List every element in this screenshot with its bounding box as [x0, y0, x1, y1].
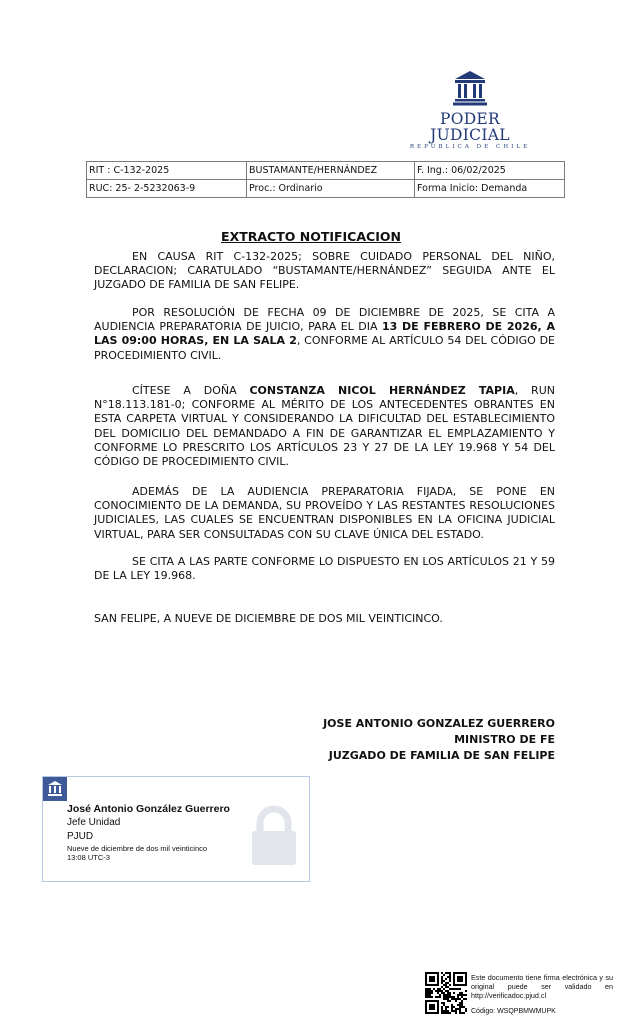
signature-badge: [43, 777, 67, 801]
esign-date: Nueve de diciembre de dos mil veinticinco: [67, 844, 208, 853]
signatory-court: JUZGADO DE FAMILIA DE SAN FELIPE: [328, 749, 555, 762]
esign-org: PJUD: [67, 831, 94, 842]
fecha-ingreso-cell: F. Ing.: 06/02/2025: [415, 162, 565, 180]
ruc-cell: RUC: 25- 2-5232063-9: [87, 180, 247, 198]
signatory-block: [323, 716, 555, 764]
signatory-name: JOSE ANTONIO GONZALEZ GUERRERO: [323, 717, 555, 730]
paragraph-ademas: ADEMÁS DE LA AUDIENCIA PREPARATORIA FIJADA, SE PONE EN CONOCIMIENTO DE LA DEMANDA, SU PROVEÍDO Y LAS RESTANTES RESOLUCIONES JUDICIALES, LAS CUALES SE ENCUENTRAN DISPONIBLES EN LA OFICINA JUDICIAL VIRTUAL, PARA SER CONSULTADAS CON SU CLAVE ÚNICA DEL ESTADO.: [94, 485, 555, 541]
paragraph-citese: [94, 384, 555, 469]
verification-code: Código: WSQPBMWMUPK: [471, 1008, 556, 1015]
signatory-role: MINISTRO DE FE: [454, 733, 555, 746]
verification-text: Este documento tiene firma electrónica y su original puede ser validado en http://verificadoc.pjud.cl: [471, 973, 613, 1000]
table-row: [87, 180, 565, 198]
lock-icon: [248, 805, 300, 867]
table-row: [87, 162, 565, 180]
rit-cell: RIT : C-132-2025: [87, 162, 247, 180]
esign-name: José Antonio González Guerrero: [67, 803, 230, 815]
case-header-table: [86, 161, 565, 198]
esign-time: 13:08 UTC-3: [67, 853, 110, 862]
logo-name: PODER JUDICIAL: [430, 110, 510, 144]
poder-judicial-logo: [400, 70, 540, 150]
resolucion-text-end: , CONFORME AL ARTÍCULO 54 DEL CÓDIGO DE PROCEDIMIENTO CIVIL.: [94, 334, 555, 362]
document-title: EXTRACTO NOTIFICACION: [221, 229, 401, 244]
paragraph-cita-partes: SE CITA A LAS PARTE CONFORME LO DISPUESTO EN LOS ARTÍCULOS 21 Y 59 DE LA LEY 19.968.: [94, 555, 555, 583]
resolucion-text: POR RESOLUCIÓN DE FECHA 09 DE DICIEMBRE DE 2025, SE CITA A AUDIENCIA PREPARATORIA DE JUICIO, PARA EL DIA: [94, 306, 555, 334]
esign-position: Jefe Unidad: [67, 817, 121, 828]
paragraph-resolucion: [94, 306, 555, 363]
citese-text: CÍTESE A DOÑA: [132, 384, 250, 397]
closing-line: SAN FELIPE, A NUEVE DE DICIEMBRE DE DOS MIL VEINTICINCO.: [94, 612, 443, 625]
hearing-date: 13 DE FEBRERO DE 2026, A LAS 09:00 HORAS, EN LA SALA 2: [94, 320, 555, 348]
electronic-signature-box: [42, 776, 310, 882]
procedimiento-cell: Proc.: Ordinario: [247, 180, 415, 198]
logo-subtitle: REPUBLICA DE CHILE: [409, 144, 531, 150]
courthouse-icon: [452, 70, 488, 106]
forma-inicio-cell: Forma Inicio: Demanda: [415, 180, 565, 198]
caratula-cell: BUSTAMANTE/HERNÁNDEZ: [247, 162, 415, 180]
courthouse-icon: [43, 777, 67, 801]
paragraph-causa: EN CAUSA RIT C-132-2025; SOBRE CUIDADO PERSONAL DEL NIÑO, DECLARACION; CARATULADO “BUSTAMANTE/HERNÁNDEZ” SEGUIDA ANTE EL JUZGADO DE FAMILIA DE SAN FELIPE.: [94, 250, 555, 292]
defendant-name: CONSTANZA NICOL HERNÁNDEZ TAPIA: [249, 384, 515, 397]
qr-code: [425, 972, 467, 1014]
citese-text-end: , RUN N°18.113.181-0; CONFORME AL MÉRITO DE LOS ANTECEDENTES OBRANTES EN ESTA CARPETA VIRTUAL Y CONSIDERANDO LA DIFICULTAD DEL ESTABLECIMIENTO DEL DOMICILIO DEL DEMANDADO A FIN DE GARANTIZAR EL EMPLAZAMIENTO Y CONFORME LO PRESCRITO LOS ARTÍCULOS 23 Y 27 DE LA LEY 19.968 Y 54 DEL CÓDIGO DE PROCEDIMIENTO CIVIL.: [94, 384, 555, 469]
